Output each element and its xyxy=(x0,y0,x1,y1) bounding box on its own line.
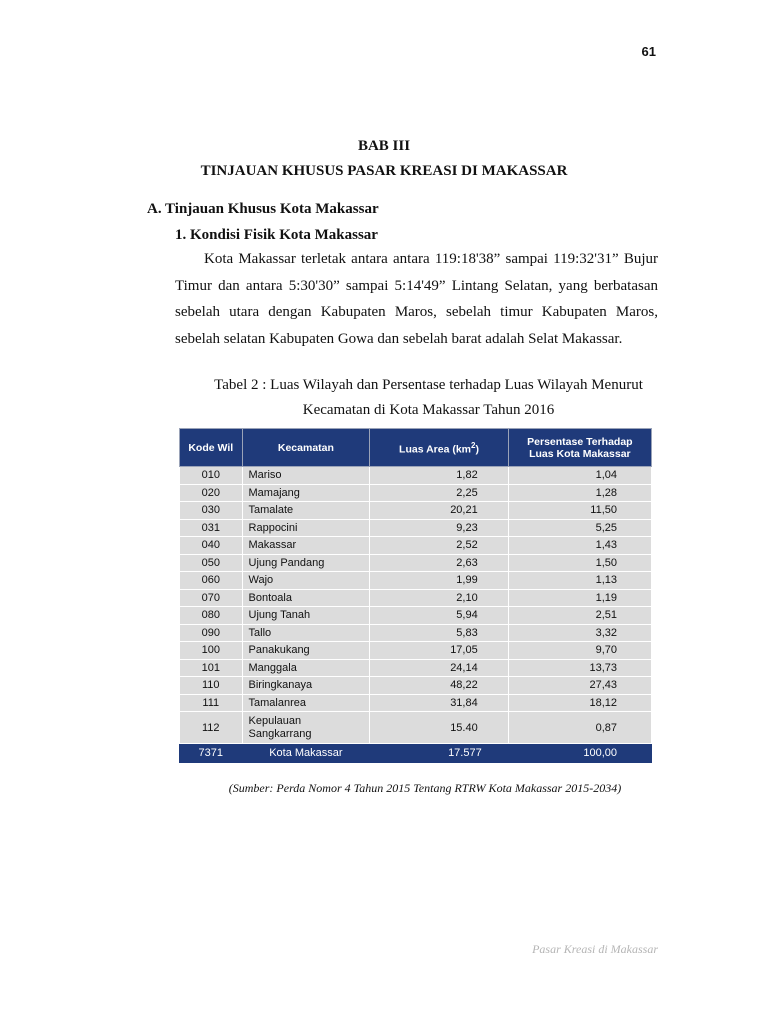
table-total-row xyxy=(180,744,652,763)
chapter-label: BAB III xyxy=(357,138,411,154)
cell-pct: 1,43 xyxy=(508,537,651,555)
table-row xyxy=(180,519,652,537)
header-area xyxy=(370,429,508,467)
table-row xyxy=(180,712,652,744)
body-paragraph xyxy=(175,246,658,352)
table-row xyxy=(180,572,652,590)
header-code: Kode Wil xyxy=(180,429,243,467)
cell-area: 15.40 xyxy=(370,712,508,744)
cell-name-line-2: Sangkarrang xyxy=(248,727,312,740)
cell-area: 1,82 xyxy=(370,467,508,485)
cell-area: 2,25 xyxy=(370,484,508,502)
cell-pct: 13,73 xyxy=(508,659,651,677)
cell-code: 080 xyxy=(180,607,243,625)
header-area-close: ) xyxy=(475,443,479,456)
cell-name: Mariso xyxy=(242,467,370,485)
cell-code: 060 xyxy=(180,572,243,590)
table-row xyxy=(180,677,652,695)
cell-pct: 11,50 xyxy=(508,502,651,520)
header-name: Kecamatan xyxy=(242,429,370,467)
paragraph-text: Kota Makassar terletak antara antara 119:18'38” sampai 119:32'31” Bujur Timur dan antara 5:30'30” sampai 5:14'49” Lintang Selatan, yang berbatasan sebelah utara dengan Kabupaten Maros, sebelah timur Kabupaten Maros, sebelah selatan Kabupaten Gowa dan sebelah barat adalah Selat Makassar. xyxy=(175,251,658,347)
cell-area: 2,10 xyxy=(370,589,508,607)
cell-name: Rappocini xyxy=(242,519,370,537)
cell-name xyxy=(242,712,370,744)
cell-pct: 1,04 xyxy=(508,467,651,485)
cell-pct: 1,13 xyxy=(508,572,651,590)
cell-code: 111 xyxy=(180,694,243,712)
table-row xyxy=(180,607,652,625)
table-row xyxy=(180,537,652,555)
table-row xyxy=(180,659,652,677)
cell-name: Ujung Tanah xyxy=(242,607,370,625)
area-table xyxy=(179,428,652,763)
cell-code: 020 xyxy=(180,484,243,502)
cell-name: Ujung Pandang xyxy=(242,554,370,572)
header-area-sup: 2 xyxy=(471,440,476,450)
table-row xyxy=(180,589,652,607)
header-area-text: Luas Area (km xyxy=(399,443,472,456)
section-heading: A. Tinjauan Khusus Kota Makassar xyxy=(147,201,379,217)
header-pct-line-1: Persentase Terhadap xyxy=(527,435,633,448)
cell-code: 010 xyxy=(180,467,243,485)
cell-code: 101 xyxy=(180,659,243,677)
cell-area: 17,05 xyxy=(370,642,508,660)
cell-pct: 1,28 xyxy=(508,484,651,502)
total-code: 7371 xyxy=(180,744,243,763)
page-number: 61 xyxy=(641,44,656,59)
cell-area: 5,83 xyxy=(370,624,508,642)
cell-pct: 3,32 xyxy=(508,624,651,642)
table-row xyxy=(180,554,652,572)
cell-name: Makassar xyxy=(242,537,370,555)
header-pct-line-2: Luas Kota Makassar xyxy=(529,447,631,460)
cell-name: Manggala xyxy=(242,659,370,677)
cell-area: 24,14 xyxy=(370,659,508,677)
total-name: Kota Makassar xyxy=(242,744,370,763)
cell-pct: 1,19 xyxy=(508,589,651,607)
table-row xyxy=(180,502,652,520)
table-row xyxy=(180,642,652,660)
page-footer: Pasar Kreasi di Makassar xyxy=(532,942,658,956)
cell-name: Bontoala xyxy=(242,589,370,607)
table-caption xyxy=(175,373,658,423)
cell-name: Panakukang xyxy=(242,642,370,660)
cell-name: Tallo xyxy=(242,624,370,642)
cell-name: Tamalanrea xyxy=(242,694,370,712)
table-row xyxy=(180,467,652,485)
cell-code: 090 xyxy=(180,624,243,642)
cell-pct: 5,25 xyxy=(508,519,651,537)
table-source: (Sumber: Perda Nomor 4 Tahun 2015 Tentang RTRW Kota Makassar 2015-2034) xyxy=(228,781,622,795)
cell-area: 2,52 xyxy=(370,537,508,555)
total-pct: 100,00 xyxy=(508,744,651,763)
table-header-row xyxy=(180,429,652,467)
table-row xyxy=(180,484,652,502)
cell-area: 2,63 xyxy=(370,554,508,572)
cell-code: 100 xyxy=(180,642,243,660)
cell-pct: 0,87 xyxy=(508,712,651,744)
table-row xyxy=(180,694,652,712)
chapter-title: TINJAUAN KHUSUS PASAR KREASI DI MAKASSAR xyxy=(200,163,568,179)
cell-pct: 2,51 xyxy=(508,607,651,625)
cell-area: 48,22 xyxy=(370,677,508,695)
cell-code: 070 xyxy=(180,589,243,607)
cell-area: 20,21 xyxy=(370,502,508,520)
cell-name: Biringkanaya xyxy=(242,677,370,695)
cell-pct: 18,12 xyxy=(508,694,651,712)
cell-pct: 1,50 xyxy=(508,554,651,572)
cell-pct: 27,43 xyxy=(508,677,651,695)
cell-name-line-1: Kepulauan xyxy=(248,714,302,727)
table-row xyxy=(180,624,652,642)
cell-area: 5,94 xyxy=(370,607,508,625)
cell-name: Tamalate xyxy=(242,502,370,520)
cell-area: 9,23 xyxy=(370,519,508,537)
cell-name: Wajo xyxy=(242,572,370,590)
total-area: 17.577 xyxy=(370,744,508,763)
table-caption-line-2: Kecamatan di Kota Makassar Tahun 2016 xyxy=(302,402,555,418)
cell-code: 040 xyxy=(180,537,243,555)
header-percentage xyxy=(508,429,651,467)
cell-code: 112 xyxy=(180,712,243,744)
cell-code: 110 xyxy=(180,677,243,695)
cell-area: 31,84 xyxy=(370,694,508,712)
subsection-heading: 1. Kondisi Fisik Kota Makassar xyxy=(175,227,378,243)
cell-code: 030 xyxy=(180,502,243,520)
cell-area: 1,99 xyxy=(370,572,508,590)
cell-code: 050 xyxy=(180,554,243,572)
cell-name: Mamajang xyxy=(242,484,370,502)
table-caption-line-1: Tabel 2 : Luas Wilayah dan Persentase terhadap Luas Wilayah Menurut xyxy=(214,377,643,393)
cell-pct: 9,70 xyxy=(508,642,651,660)
cell-code: 031 xyxy=(180,519,243,537)
